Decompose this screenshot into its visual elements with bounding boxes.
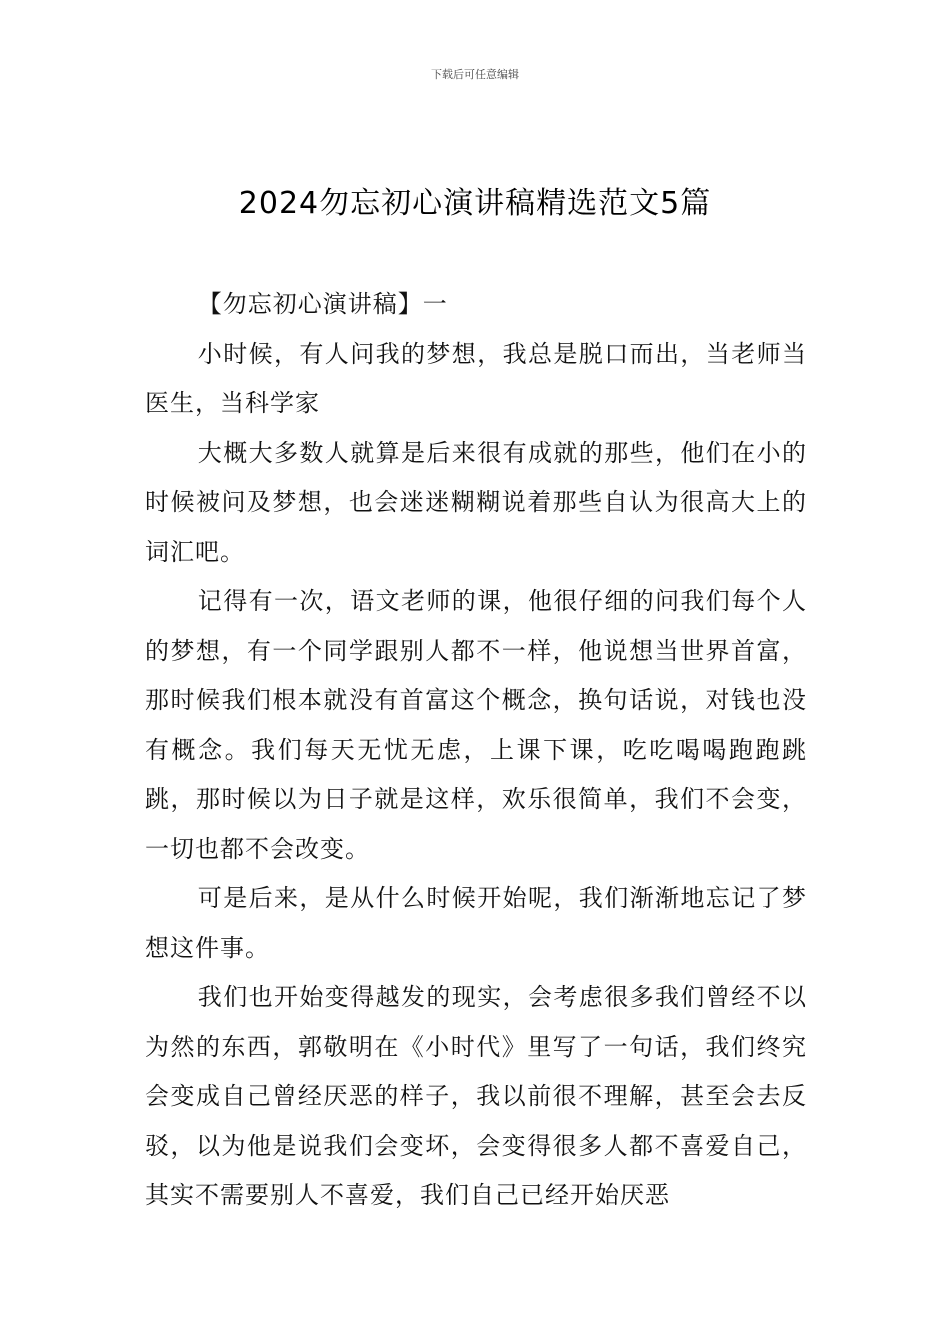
section-heading: 【勿忘初心演讲稿】一 [197,290,448,318]
paragraph: 我们也开始变得越发的现实，会考虑很多我们曾经不以为然的东西，郭敬明在《小时代》里写了一句话，我们终究会变成自己曾经厌恶的样子，我以前很不理解，甚至会去反驳，以为他是说我们会变坏，会变得很多人都不喜爱自己，其实不需要别人不喜爱，我们自己已经开始厌恶 [145,983,807,1209]
document-body [145,280,807,1221]
header-note: 下载后可任意编辑 [431,68,519,81]
paragraph: 记得有一次，语文老师的课，他很仔细的问我们每个人的梦想，有一个同学跟别人都不一样，他说想当世界首富，那时候我们根本就没有首富这个概念，换句话说，对钱也没有概念。我们每天无忧无虑，上课下课，吃吃喝喝跑跑跳跳，那时候以为日子就是这样，欢乐很简单，我们不会变，一切也都不会改变。 [145,587,807,863]
paragraph: 小时候，有人问我的梦想，我总是脱口而出，当老师当医生，当科学家 [145,339,807,417]
document-title: 2024勿忘初心演讲稿精选范文5篇 [238,186,712,221]
paragraph: 可是后来，是从什么时候开始呢，我们渐渐地忘记了梦想这件事。 [145,884,807,962]
paragraph: 大概大多数人就算是后来很有成就的那些，他们在小的时候被问及梦想，也会迷迷糊糊说着那些自认为很高大上的词汇吧。 [145,438,807,566]
